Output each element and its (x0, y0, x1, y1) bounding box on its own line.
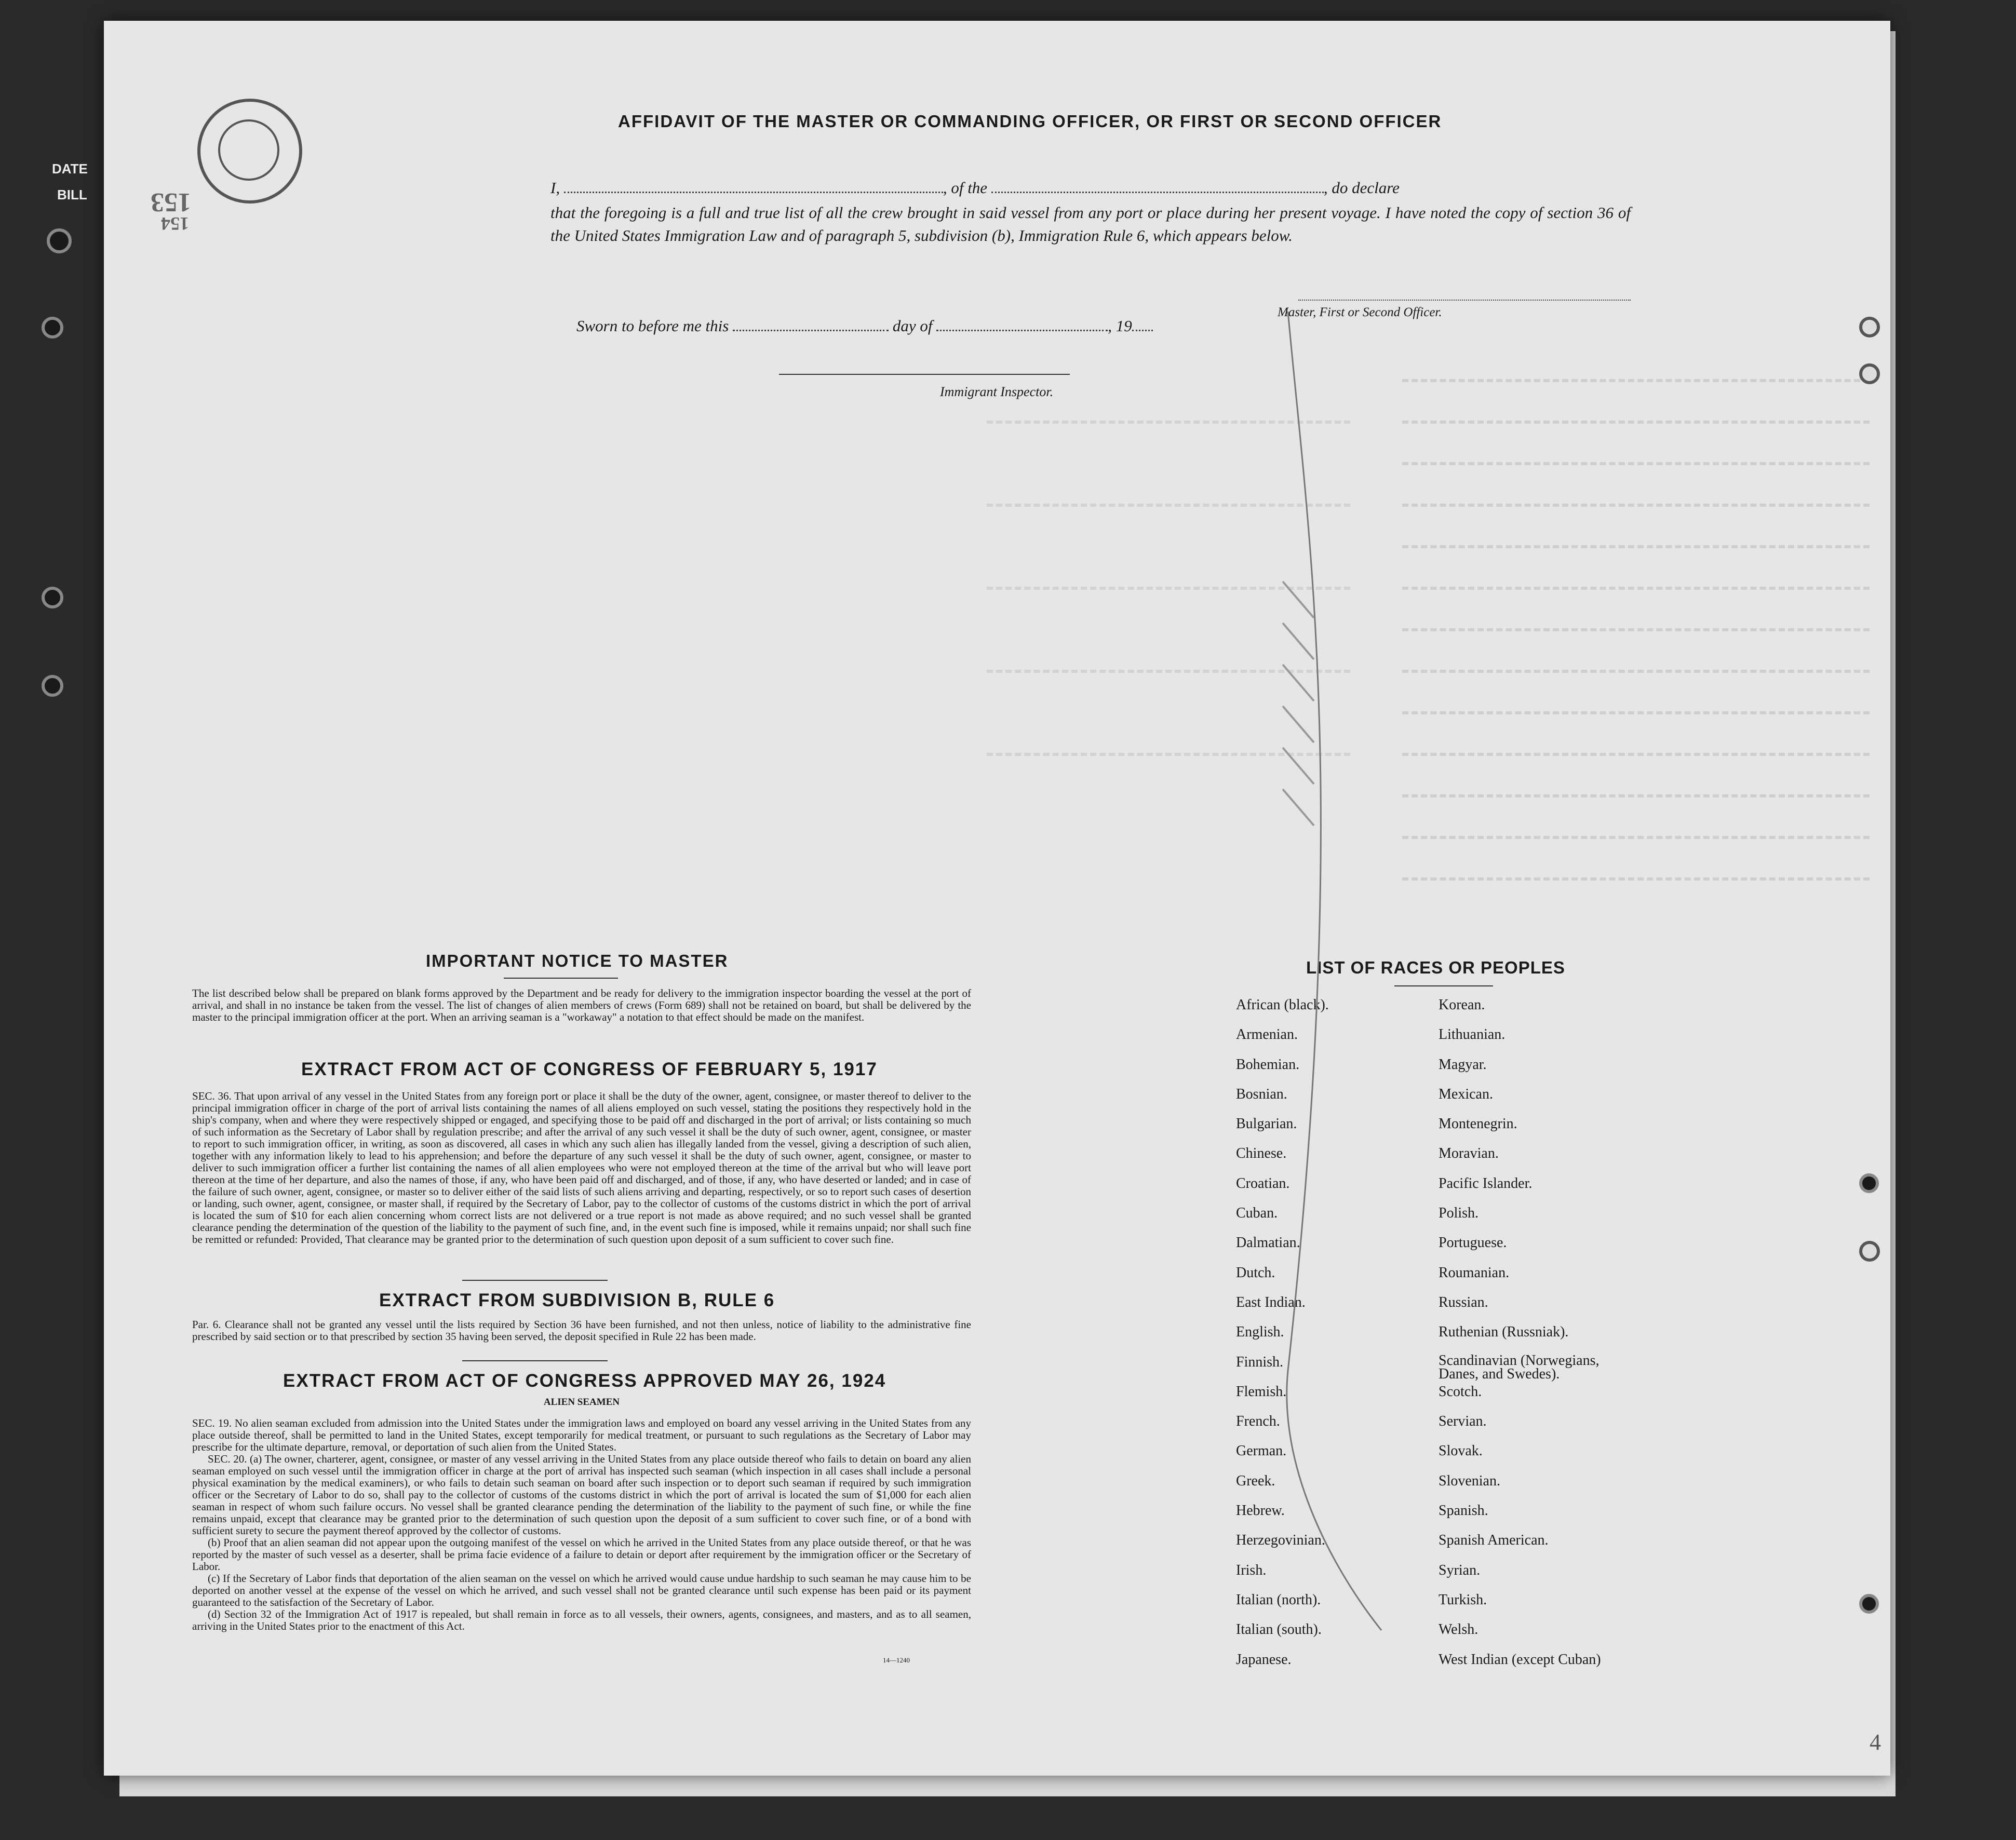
race-item: French. (1236, 1413, 1280, 1430)
form-number: 14—1240 (883, 1656, 910, 1664)
notice-text: The list described below shall be prepared on blank forms approved by the Department and be ready for delivery to the immigration inspector boarding the vessel at the port of arrival, and shall in no instance be taken from the vessel. The list of changes of alien members of crews (Form 689) shall not be retained on board, but shall be delivered by the master to the principal immigration officer at the port. When an arriving seaman is a "workaway" a notation to that effect should be made on the manifest. (192, 987, 971, 1023)
race-item: Japanese. (1236, 1651, 1292, 1668)
race-item: Scandinavian (Norwegians, Danes, and Swedes). (1439, 1352, 1600, 1382)
sec20d-text: (d) Section 32 of the Immigration Act of 1917 is repealed, but shall remain in force as to all vessels, their owners, agents, consignees, and masters, and as to all seamen, arriving in the United States prior to the enactment of this Act. (192, 1608, 971, 1632)
race-item: Croatian. (1236, 1175, 1290, 1192)
races-title: LIST OF RACES OR PEOPLES (1306, 958, 1565, 977)
race-item: English. (1236, 1324, 1284, 1341)
sworn-year: , 19 (1108, 317, 1132, 335)
punch-hole (47, 228, 72, 253)
race-item: Roumanian. (1439, 1264, 1510, 1281)
race-item: Mexican. (1439, 1086, 1493, 1102)
extract-1917-text: SEC. 36. That upon arrival of any vessel in the United States from any foreign port or place it shall be the duty of the owner, agent, consignee, or master thereof to deliver to the principal immigration officer in charge of the port of arrival lists containing the names of all aliens employed on such vessel, stating the positions they respectively hold in the ship's company, when and where they were respectively shipped or engaged, and specifying those to be paid off and discharged in the port of arrival; or lists containing so much of such information as the Secretary of Labor shall by regulation prescribe; and after the arrival of any such vessel it shall be the duty of such owner, agent, consignee, or master to report to such immigration officer, in writing, as soon as discovered, all cases in which any such alien has illegally landed from the vessel, giving a description of such alien, together with any information likely to lead to his apprehension; and before the departure of any such vessel it shall be the duty of such owner, agent, consignee, or master to deliver to such immigration officer a further list containing the names of all alien employees who were not employed thereon at the time of the arrival but who will leave port thereon at the time of her departure, and also the names of those, if any, who have been paid off and discharged, and of those, if any, who have deserted or landed; and in case of the failure of such owner, agent, consignee, or master so to deliver either of the said lists of such aliens arriving and departing, respectively, or so to report such cases of desertion or landing, such owner, agent, consignee, or master shall, if required by the Secretary of Labor, pay to the collector of customs of the customs district in which the port of arrival is located the sum of $10 for each alien concerning whom correct lists are not delivered or a true report is not made as above required; and no such vessel shall be granted clearance pending the determination of the question of the liability to the payment of such fine, and, in the event such fine is imposed, while it remains unpaid; nor shall such fine be remitted or refunded: Provided, That clearance may be granted prior to the determination of such question upon deposit of a sum sufficient to cover such fine. (192, 1090, 971, 1246)
punch-hole (42, 317, 63, 339)
race-item: Greek. (1236, 1472, 1275, 1489)
punch-hole (42, 675, 63, 697)
race-item: Slovenian. (1439, 1472, 1500, 1489)
race-item: Spanish. (1439, 1503, 1488, 1519)
handwriting-marks (104, 21, 1890, 1776)
race-item: Hebrew. (1236, 1503, 1285, 1519)
affidavit-body: that the foregoing is a full and true list of all the crew brought in said vessel from any port or place during her present voyage. I have noted the copy of section 36 of the United States Immigration Law and of paragraph 5, subdivision (b), Immigration Rule 6, which appears below. (550, 204, 1631, 245)
extract-1917-title: EXTRACT FROM ACT OF CONGRESS OF FEBRUARY 5, 1917 (301, 1059, 878, 1079)
race-item: Finnish. (1236, 1354, 1284, 1370)
race-item: Chinese. (1236, 1145, 1287, 1162)
signature-label: Master, First or Second Officer. (1278, 305, 1442, 319)
race-item: Italian (south). (1236, 1621, 1322, 1638)
affidavit-i: I, (550, 179, 560, 197)
race-item: Polish. (1439, 1205, 1479, 1222)
race-item: Armenian. (1236, 1026, 1298, 1043)
margin-bill-label: BILL (57, 187, 87, 202)
sec19-text: SEC. 19. No alien seaman excluded from admission into the United States under the immigration laws and employed on board any vessel arriving in the United States from any place outside thereof, shall be permitted to land in the United States, except temporarily for medical treatment, or pursuant to such regulations as the Secretary of Labor may prescribe for the ultimate departure, removal, or deportation of such alien from the United States. (192, 1417, 971, 1453)
race-item: Spanish American. (1439, 1532, 1549, 1549)
notice-title: IMPORTANT NOTICE TO MASTER (426, 951, 729, 970)
race-item: Korean. (1439, 997, 1485, 1013)
affidavit-title: AFFIDAVIT OF THE MASTER OR COMMANDING OFFICER, OR FIRST OR SECOND OFFICER (618, 112, 1442, 131)
sworn-day-of: day of (892, 317, 933, 335)
rule6-title: EXTRACT FROM SUBDIVISION B, RULE 6 (379, 1290, 775, 1310)
punch-hole (42, 587, 63, 608)
race-item: Syrian. (1439, 1562, 1481, 1578)
margin-number-1: 153 (151, 187, 191, 217)
race-item: Scotch. (1439, 1383, 1482, 1400)
race-item: German. (1236, 1443, 1287, 1459)
race-item: Lithuanian. (1439, 1026, 1506, 1043)
extract-1924-title: EXTRACT FROM ACT OF CONGRESS APPROVED MAY 26, 1924 (283, 1371, 886, 1391)
race-item: Slovak. (1439, 1443, 1483, 1459)
race-item: Montenegrin. (1439, 1116, 1517, 1132)
document-page (52, 21, 1890, 1776)
race-item: Bohemian. (1236, 1056, 1300, 1073)
sec20c-text: (c) If the Secretary of Labor finds that deportation of the alien seaman on the vessel on which he arrived would cause undue hardship to such seaman he may cause him to be deported on another vessel at the expense of the vessel on which he arrived, and such vessel shall not be granted clearance until such expense has been paid or its payment guaranteed to the satisfaction of the Secretary of Labor. (192, 1572, 971, 1608)
race-item: Pacific Islander. (1439, 1175, 1533, 1192)
race-item: Portuguese. (1439, 1235, 1507, 1251)
race-item: Ruthenian (Russniak). (1439, 1324, 1569, 1341)
pen-stroke (1287, 312, 1381, 1630)
sec20b-text: (b) Proof that an alien seaman did not appear upon the outgoing manifest of the vessel on which he arrived in the United States from any place outside thereof, or that he was reported by the master of such vessel as a deserter, shall be prima facie evidence of a failure to detain or deport after requirement by the immigration officer or the Secretary of Labor. (192, 1536, 971, 1573)
margin-date-label: DATE (52, 161, 88, 177)
inspector-label: Immigrant Inspector. (940, 384, 1054, 399)
margin-number-2: 154 (161, 213, 189, 234)
race-item: Cuban. (1236, 1205, 1278, 1222)
sworn-prefix: Sworn to before me this (576, 317, 729, 335)
race-item: Moravian. (1439, 1145, 1499, 1162)
affidavit-declare: , do declare (1323, 179, 1400, 197)
race-item: Irish. (1236, 1562, 1267, 1578)
tick-marks (1283, 581, 1314, 826)
race-item: East Indian. (1236, 1294, 1306, 1310)
race-item: West Indian (except Cuban) (1439, 1651, 1601, 1668)
race-item: Magyar. (1439, 1056, 1487, 1073)
corner-page-number: 4 (1870, 1729, 1881, 1755)
race-item: African (black). (1236, 997, 1329, 1013)
race-item: Bulgarian. (1236, 1116, 1297, 1132)
race-item: Dutch. (1236, 1264, 1275, 1281)
race-item: Dalmatian. (1236, 1235, 1300, 1251)
alien-seamen-subtitle: ALIEN SEAMEN (543, 1397, 620, 1408)
race-item: Turkish. (1439, 1591, 1487, 1608)
race-item: Flemish. (1236, 1383, 1287, 1400)
sec20a-text: SEC. 20. (a) The owner, charterer, agent, consignee, or master of any vessel arriving in the United States from any place outside thereof who fails to detain on board any alien seaman employed on such vessel until the immigration officer in charge at the port of arrival has inspected such seaman (which inspection in all cases shall include a personal physical examination by the medical examiners), or who fails to detain such seaman on board after such inspection or to deport such seaman if required by such immigration officer or the Secretary of Labor to do so, shall pay to the collector of customs of the customs district in which the port of arrival is located the sum of $1,000 for each alien seaman in respect of whom such failure occurs. No vessel shall be granted clearance pending the determination of the liability to the payment of such fine, or while the fine remains unpaid, except that clearance may be granted prior to the determination of such question upon the deposit of a sum sufficient to cover such fine, or of a bond with sufficient surety to secure the payment thereof approved by the collector of customs. (192, 1453, 971, 1537)
race-item: Russian. (1439, 1294, 1488, 1310)
affidavit-of-the: , of the (943, 179, 988, 197)
rule6-text: Par. 6. Clearance shall not be granted any vessel until the lists required by Section 36 have been furnished, and not then unless, notice of liability to the administrative fine prescribed by said section or to that prescribed by section 35 having been served, the deposit specified in Rule 22 has been made. (192, 1318, 971, 1343)
race-item: Italian (north). (1236, 1591, 1321, 1608)
race-item: Welsh. (1439, 1621, 1479, 1638)
race-item: Bosnian. (1236, 1086, 1287, 1102)
race-item: Servian. (1439, 1413, 1487, 1430)
race-item: Herzegovinian. (1236, 1532, 1325, 1549)
